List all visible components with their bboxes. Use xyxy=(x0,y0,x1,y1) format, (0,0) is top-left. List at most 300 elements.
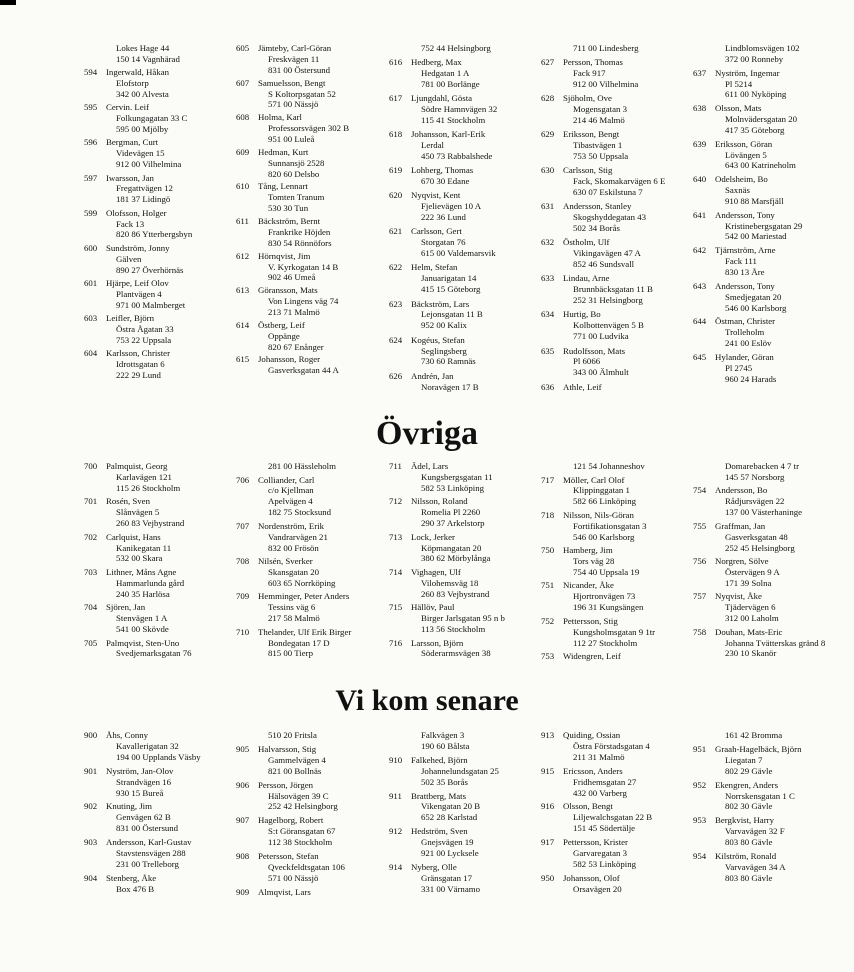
member-number: 910 xyxy=(389,754,403,765)
member-address-line: 802 29 Gävle xyxy=(725,765,773,776)
member-address-line: Fortifikationsgatan 3 xyxy=(573,520,647,531)
member-address-line: Lindblomsvägen 102 xyxy=(725,43,800,53)
member-number: 618 xyxy=(389,128,403,139)
member-name: Nyberg, Olle xyxy=(411,861,457,872)
member-address-line: Johanna Tvätterskas gränd 8 xyxy=(725,637,826,648)
member-entry xyxy=(84,602,254,635)
member-entry xyxy=(541,651,711,662)
member-number: 637 xyxy=(693,67,707,78)
member-entry xyxy=(236,251,406,284)
member-entry xyxy=(389,299,559,332)
member-address-line: Mogensgatan 3 xyxy=(573,103,627,114)
member-address-line: 921 00 Lycksele xyxy=(421,848,479,859)
member-number: 614 xyxy=(236,319,250,330)
member-name: Andersson, Karl-Gustav xyxy=(106,837,192,848)
section-3-column-5 xyxy=(693,730,854,884)
member-address-line: 181 37 Lidingö xyxy=(116,194,171,205)
member-name: Östberg, Leif xyxy=(258,319,305,330)
member-address-line: 115 41 Stockholm xyxy=(421,114,486,125)
member-name: Bäckström, Lars xyxy=(411,298,470,309)
member-name: Hällöv, Paul xyxy=(411,602,455,613)
member-address-line: Östervägen 9 A xyxy=(725,566,780,577)
member-number: 633 xyxy=(541,273,555,284)
member-address-line: Folkungagatan 33 C xyxy=(116,113,188,124)
member-name: Persson, Thomas xyxy=(563,56,623,67)
member-address-line: Oppänge xyxy=(268,330,300,341)
member-address-line: Skogshyddegatan 43 xyxy=(573,212,647,223)
member-address-line: 241 00 Eslöv xyxy=(725,338,772,349)
member-name: Ingerwald, Håkan xyxy=(106,67,170,78)
member-entry xyxy=(84,67,254,100)
member-entry xyxy=(693,521,854,554)
member-name: Leifler, Björn xyxy=(106,312,155,323)
member-name: Sundström, Jonny xyxy=(106,242,170,253)
member-entry xyxy=(693,627,854,660)
member-name: Athle, Leif xyxy=(563,381,602,392)
member-address-line: Gasverksgatan 48 xyxy=(725,531,788,542)
member-name: Tjärnström, Arne xyxy=(715,245,776,256)
member-number: 607 xyxy=(236,77,250,88)
member-address-line: Vandrarvägen 21 xyxy=(268,531,328,542)
member-name: Carlquist, Hans xyxy=(106,531,161,542)
member-name: Odelsheim, Bo xyxy=(715,174,768,185)
member-number: 904 xyxy=(84,872,98,883)
member-number: 717 xyxy=(541,474,555,485)
member-address-line: Fack, Skomakarvägen 6 E xyxy=(573,175,666,186)
member-address-line: 190 60 Bålsta xyxy=(421,740,470,751)
member-address-line: Vikingavägen 47 A xyxy=(573,248,641,259)
member-address-line: 196 31 Kungsängen xyxy=(573,602,644,613)
member-name: Rudolfsson, Mats xyxy=(563,345,626,356)
member-entry-continued xyxy=(389,730,559,752)
member-address-line: 595 00 Mjölby xyxy=(116,124,169,135)
member-entry xyxy=(84,766,254,799)
member-address-line: 546 00 Karlsborg xyxy=(573,531,635,542)
member-name: Nicander, Åke xyxy=(563,580,614,591)
member-number: 626 xyxy=(389,370,403,381)
member-address-line: Lokes Hage 44 xyxy=(116,43,170,53)
member-address-line: 252 42 Helsingborg xyxy=(268,801,338,812)
member-address-line: Professorsvägen 302 B xyxy=(268,123,350,134)
section-2-column-5 xyxy=(693,461,854,659)
member-name: Stenberg, Åke xyxy=(106,872,157,883)
member-entry xyxy=(693,68,854,101)
member-address-line: S Koltorpsgatan 52 xyxy=(268,88,336,99)
member-address-line: 830 54 Rönnöfors xyxy=(268,237,332,248)
member-name: Eriksson, Bengt xyxy=(563,128,620,139)
member-name: Lohberg, Thomas xyxy=(411,165,474,176)
member-number: 905 xyxy=(236,743,250,754)
member-name: Sjöholm, Ove xyxy=(563,92,612,103)
member-address-line: Varvavägen 32 F xyxy=(725,826,785,837)
member-number: 617 xyxy=(389,92,403,103)
member-address-line: Slånvägen 5 xyxy=(116,507,160,518)
member-address-line: 113 56 Stockholm xyxy=(421,624,486,635)
member-address-line: 912 00 Vilhelmina xyxy=(573,78,639,89)
member-entry xyxy=(84,567,254,600)
member-address-line: Elofstorp xyxy=(116,78,149,89)
member-number: 906 xyxy=(236,779,250,790)
member-name: Lock, Jerker xyxy=(411,531,455,542)
member-number: 641 xyxy=(693,209,707,220)
member-entry xyxy=(84,730,254,763)
member-number: 600 xyxy=(84,242,98,253)
member-address-line: 281 00 Hässleholm xyxy=(268,461,336,471)
member-entry xyxy=(236,627,406,660)
member-entry xyxy=(389,262,559,295)
member-number: 609 xyxy=(236,146,250,157)
member-number: 914 xyxy=(389,861,403,872)
member-entry xyxy=(84,461,254,494)
member-address-line: Qveckfeldtsgatan 106 xyxy=(268,861,345,872)
member-name: Petersson, Stefan xyxy=(258,851,319,862)
member-name: Andersson, Tony xyxy=(715,209,775,220)
member-number: 595 xyxy=(84,102,98,113)
member-number: 951 xyxy=(693,743,707,754)
member-address-line: Brunnbäcksgatan 11 B xyxy=(573,284,653,295)
member-number: 643 xyxy=(693,280,707,291)
member-number: 608 xyxy=(236,112,250,123)
member-entry xyxy=(389,602,559,635)
member-address-line: 432 00 Varberg xyxy=(573,787,627,798)
member-entry xyxy=(389,371,559,393)
member-address-line: Freskvägen 11 xyxy=(268,53,320,64)
member-number: 907 xyxy=(236,815,250,826)
member-address-line: Noravägen 17 B xyxy=(421,381,479,392)
member-entry xyxy=(236,591,406,624)
member-entry xyxy=(541,165,711,198)
member-name: Helm, Stefan xyxy=(411,262,458,273)
member-number: 902 xyxy=(84,801,98,812)
member-address-line: Domarebacken 4 7 tr xyxy=(725,461,800,471)
member-address-line: Molnvädersgatan 20 xyxy=(725,114,798,125)
member-name: Thelander, Ulf Erik Birger xyxy=(258,626,352,637)
member-address-line: Birger Jarlsgatan 95 n b xyxy=(421,613,505,624)
member-entry xyxy=(541,382,711,393)
member-address-line: Fack 111 xyxy=(725,256,757,267)
member-address-line: 831 00 Östersund xyxy=(116,823,179,834)
member-address-line: 240 35 Harlösa xyxy=(116,588,170,599)
member-name: Larsson, Björn xyxy=(411,637,464,648)
member-entry xyxy=(84,102,254,135)
member-entry xyxy=(541,309,711,342)
member-address-line: V. Kyrkogatan 14 B xyxy=(268,261,339,272)
member-name: Hylander, Göran xyxy=(715,351,774,362)
member-number: 629 xyxy=(541,128,555,139)
member-address-line: 343 00 Älmhult xyxy=(573,367,629,378)
section-3-column-4 xyxy=(541,730,711,895)
member-address-line: 820 60 Delsbo xyxy=(268,168,320,179)
member-name: Ädel, Lars xyxy=(411,461,449,471)
member-number: 751 xyxy=(541,580,555,591)
member-entry xyxy=(84,873,254,895)
member-name: Knuting, Jim xyxy=(106,801,152,812)
member-address-line: Gnejsvägen 19 xyxy=(421,837,474,848)
member-number: 627 xyxy=(541,56,555,67)
member-address-line: 571 00 Nässjö xyxy=(268,872,319,883)
member-address-line: 231 00 Trelleborg xyxy=(116,858,179,869)
member-entry xyxy=(236,147,406,180)
member-name: Nyqvist, Kent xyxy=(411,190,461,201)
member-entry xyxy=(693,591,854,624)
member-address-line: 161 42 Bromma xyxy=(725,730,783,740)
member-address-line: Karlavägen 121 xyxy=(116,471,172,482)
member-address-line: Stenvägen 1 A xyxy=(116,613,168,624)
section-3-column-3 xyxy=(389,730,559,895)
member-number: 950 xyxy=(541,872,555,883)
member-entry xyxy=(84,348,254,381)
member-address-line: 912 00 Vilhelmina xyxy=(116,159,182,170)
member-number: 754 xyxy=(693,485,707,496)
member-entry xyxy=(236,475,406,519)
member-name: Carlsson, Stig xyxy=(563,165,613,176)
member-name: Bergman, Curt xyxy=(106,137,159,148)
member-entry xyxy=(693,316,854,349)
member-address-line: 603 65 Norrköping xyxy=(268,577,336,588)
member-address-line: 312 00 Laholm xyxy=(725,613,779,624)
member-entry-continued xyxy=(389,43,559,54)
member-address-line: Fjelievägen 10 A xyxy=(421,201,482,212)
member-name: Lithner, Måns Agne xyxy=(106,566,177,577)
member-entry xyxy=(236,181,406,214)
member-name: Cervin. Leif xyxy=(106,102,149,113)
section-heading-vi-kom-senare: Vi kom senare xyxy=(335,684,519,717)
member-address-line: Tjädervägen 6 xyxy=(725,602,776,613)
member-entry xyxy=(84,243,254,276)
member-entry xyxy=(693,780,854,813)
member-address-line: 852 46 Sundsvall xyxy=(573,259,635,270)
member-address-line: Rådjursvägen 22 xyxy=(725,496,785,507)
section-3-column-1 xyxy=(84,730,254,895)
member-entry xyxy=(84,173,254,206)
member-address-line: 803 80 Gävle xyxy=(725,872,773,883)
section-1-column-1 xyxy=(84,43,254,381)
member-name: Samuelsson, Bengt xyxy=(258,77,326,88)
member-address-line: 530 30 Tun xyxy=(268,203,309,214)
member-entry xyxy=(693,281,854,314)
member-number: 615 xyxy=(236,354,250,365)
member-address-line: 222 29 Lund xyxy=(116,369,161,380)
member-address-line: Genvägen 62 B xyxy=(116,812,171,823)
member-address-line: Liljewalchsgatan 22 B xyxy=(573,812,653,823)
member-entry-continued xyxy=(84,43,254,65)
member-name: Nilsson, Roland xyxy=(411,496,468,507)
member-address-line: Tibastvägen 1 xyxy=(573,139,623,150)
member-name: Holma, Karl xyxy=(258,112,302,123)
member-entry xyxy=(541,545,711,578)
member-number: 911 xyxy=(389,790,402,801)
member-name: Brattberg, Mats xyxy=(411,790,467,801)
member-entry xyxy=(541,93,711,126)
member-address-line: 815 00 Tierp xyxy=(268,648,313,659)
member-address-line: 971 00 Malmberget xyxy=(116,299,186,310)
member-number: 702 xyxy=(84,531,98,542)
member-address-line: 151 45 Södertälje xyxy=(573,823,636,834)
member-address-line: 830 13 Åre xyxy=(725,267,765,277)
member-name: Nyström, Jan-Olov xyxy=(106,765,174,776)
member-name: Almqvist, Lars xyxy=(258,886,311,897)
member-entry xyxy=(693,352,854,385)
member-name: Falkehed, Björn xyxy=(411,754,468,765)
member-address-line: 952 00 Kalix xyxy=(421,320,467,331)
member-number: 715 xyxy=(389,602,403,613)
member-entry xyxy=(693,851,854,884)
member-address-line: 753 50 Uppsala xyxy=(573,150,629,161)
member-name: Pettersson, Krister xyxy=(563,837,628,848)
member-number: 908 xyxy=(236,851,250,862)
member-address-line: 630 07 Eskilstuna 7 xyxy=(573,186,643,197)
member-name: Colliander, Carl xyxy=(258,474,315,485)
member-address-line: 217 58 Malmö xyxy=(268,613,320,624)
member-number: 714 xyxy=(389,566,403,577)
member-number: 711 xyxy=(389,461,402,471)
member-address-line: 252 45 Helsingborg xyxy=(725,542,795,553)
member-name: Iwarsson, Jan xyxy=(106,172,154,183)
member-name: Möller, Carl Olof xyxy=(563,474,625,485)
member-entry xyxy=(693,245,854,278)
member-entry xyxy=(236,521,406,554)
member-number: 755 xyxy=(693,520,707,531)
member-name: Norgren, Sölve xyxy=(715,556,769,567)
member-number: 604 xyxy=(84,348,98,359)
member-entry xyxy=(84,313,254,346)
member-address-line: Hjortronvägen 73 xyxy=(573,591,636,602)
member-entry xyxy=(236,320,406,353)
member-address-line: Lövängen 5 xyxy=(725,149,767,160)
member-name: Östman, Christer xyxy=(715,316,776,327)
member-address-line: Gasverksgatan 44 A xyxy=(268,365,339,376)
member-number: 599 xyxy=(84,207,98,218)
section-1-column-5 xyxy=(693,43,854,384)
member-number: 708 xyxy=(236,556,250,567)
member-number: 757 xyxy=(693,591,707,602)
member-address-line: Storgatan 76 xyxy=(421,237,466,248)
member-number: 642 xyxy=(693,245,707,256)
member-address-line: 960 24 Harads xyxy=(725,373,777,384)
member-entry xyxy=(541,837,711,870)
member-entry xyxy=(541,801,711,834)
member-address-line: 214 46 Malmö xyxy=(573,114,625,125)
member-address-line: 417 35 Göteborg xyxy=(725,124,785,135)
corner-mark xyxy=(0,0,16,5)
section-3-column-2 xyxy=(236,730,406,898)
member-address-line: Södre Hamnvägen 32 xyxy=(421,103,498,114)
member-address-line: Pl 5214 xyxy=(725,78,753,89)
member-number: 638 xyxy=(693,103,707,114)
member-name: Eriksson, Göran xyxy=(715,138,773,149)
member-number: 901 xyxy=(84,765,98,776)
member-entry xyxy=(541,510,711,543)
member-entry xyxy=(693,815,854,848)
member-number: 640 xyxy=(693,174,707,185)
member-address-line: 752 44 Helsingborg xyxy=(421,43,491,53)
member-name: Andrén, Jan xyxy=(411,370,454,381)
member-entry xyxy=(236,354,406,376)
section-1-column-4 xyxy=(541,43,711,393)
member-number: 619 xyxy=(389,165,403,176)
member-address-line: 582 53 Linköping xyxy=(421,482,485,493)
member-address-line: Söderarmsvägen 38 xyxy=(421,648,491,659)
member-entry xyxy=(84,137,254,170)
member-entry xyxy=(541,57,711,90)
member-address-line: Lejonsgatan 11 B xyxy=(421,309,483,320)
member-entry xyxy=(84,801,254,834)
member-address-line: Tors väg 28 xyxy=(573,556,615,567)
member-number: 752 xyxy=(541,615,555,626)
member-number: 706 xyxy=(236,474,250,485)
member-number: 596 xyxy=(84,137,98,148)
member-name: Jämteby, Carl-Göran xyxy=(258,43,332,53)
member-address-line: 415 15 Göteborg xyxy=(421,284,481,295)
member-name: Quiding, Ossian xyxy=(563,730,621,740)
member-name: Ljungdahl, Gösta xyxy=(411,92,473,103)
member-number: 701 xyxy=(84,496,98,507)
member-entry xyxy=(389,755,559,788)
member-entry xyxy=(389,638,559,660)
member-name: Kilström, Ronald xyxy=(715,851,777,862)
member-number: 915 xyxy=(541,765,555,776)
member-name: Nyqvist, Åke xyxy=(715,591,762,602)
member-entry xyxy=(236,556,406,589)
member-address-line: Orsavägen 20 xyxy=(573,883,622,894)
member-address-line: Garvaregatan 3 xyxy=(573,848,627,859)
member-entry xyxy=(541,346,711,379)
member-entry-continued xyxy=(693,43,854,65)
member-number: 613 xyxy=(236,285,250,296)
member-address-line: Hedgatan 1 A xyxy=(421,67,470,78)
member-address-line: 331 00 Värnamo xyxy=(421,883,480,894)
member-address-line: 753 22 Uppsala xyxy=(116,334,172,345)
member-number: 622 xyxy=(389,262,403,273)
member-entry xyxy=(389,496,559,529)
member-address-line: 541 00 Skövde xyxy=(116,624,169,635)
member-entry xyxy=(84,532,254,565)
member-address-line: 252 31 Helsingborg xyxy=(573,295,643,306)
member-entry-continued xyxy=(693,730,854,741)
member-number: 700 xyxy=(84,461,98,471)
member-address-line: Skansgatan 20 xyxy=(268,566,320,577)
member-number: 644 xyxy=(693,316,707,327)
member-name: Östholm, Ulf xyxy=(563,237,610,248)
member-address-line: Köpmangatan 20 xyxy=(421,542,482,553)
member-address-line: Lerdal xyxy=(421,139,444,150)
member-entry xyxy=(389,93,559,126)
member-entry-continued xyxy=(236,730,406,741)
member-name: Olsson, Mats xyxy=(715,103,762,114)
member-name: Nyström, Ingemar xyxy=(715,67,780,78)
member-address-line: 194 00 Upplands Väsby xyxy=(116,751,201,762)
member-number: 913 xyxy=(541,730,555,740)
member-entry xyxy=(389,532,559,565)
member-address-line: Frankrike Höjden xyxy=(268,226,331,237)
member-number: 953 xyxy=(693,815,707,826)
member-address-line: 150 14 Vagnhärad xyxy=(116,53,180,64)
member-address-line: 213 71 Malmö xyxy=(268,307,320,318)
member-address-line: Gälven xyxy=(116,253,142,264)
member-address-line: Kungsholmsgatan 9 1tr xyxy=(573,626,656,637)
member-address-line: 380 62 Mörbylånga xyxy=(421,553,491,564)
member-entry xyxy=(389,862,559,895)
member-number: 709 xyxy=(236,591,250,602)
member-number: 704 xyxy=(84,602,98,613)
member-address-line: 803 80 Gävle xyxy=(725,837,773,848)
member-entry xyxy=(84,638,254,660)
member-address-line: Kavallerigatan 32 xyxy=(116,740,179,751)
member-address-line: Januarigatan 14 xyxy=(421,273,477,284)
member-address-line: Pl 6066 xyxy=(573,356,601,367)
member-address-line: 121 54 Johanneshov xyxy=(573,461,645,471)
member-address-line: 510 20 Fritsla xyxy=(268,730,317,740)
